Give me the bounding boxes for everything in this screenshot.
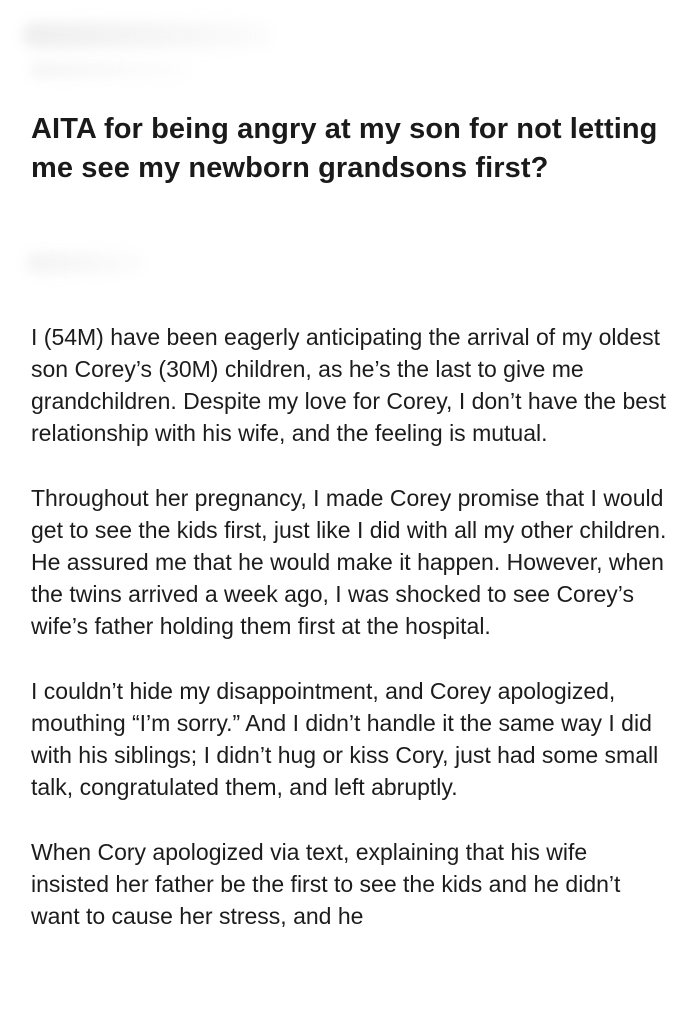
post-paragraph: I couldn’t hide my disappointment, and Corey apologized, mouthing “I’m sorry.” And I didn’t handle it the same way I did with his siblings; I didn’t hug or kiss Cory, just had some small talk, congratulated them, and left abruptly. <box>31 678 659 800</box>
post-paragraph: When Cory apologized via text, explaining that his wife insisted her father be the first to see the kids and he didn’t want to cause her stress, and he <box>31 839 621 929</box>
post-title: AITA for being angry at my son for not letting me see my newborn grandsons first? <box>31 113 658 184</box>
blurred-header <box>22 22 272 48</box>
post-paragraph: Throughout her pregnancy, I made Corey promise that I would get to see the kids first, just like I did with all my other children. He assured me that he would make it happen. However, when the twins arrived a week ago, I was shocked to see Corey’s wife’s father holding them first at the hospital. <box>31 485 667 639</box>
post-header <box>31 110 671 188</box>
post-paragraph: I (54M) have been eagerly anticipating the arrival of my oldest son Corey’s (30M) children, as he’s the last to give me grandchildren. Despite my love for Corey, I don’t have the best relationship with his wife, and the feeling is mutual. <box>31 324 666 446</box>
blurred-subheader <box>30 62 190 78</box>
post-body <box>31 321 671 965</box>
blurred-post-meta <box>26 252 146 274</box>
